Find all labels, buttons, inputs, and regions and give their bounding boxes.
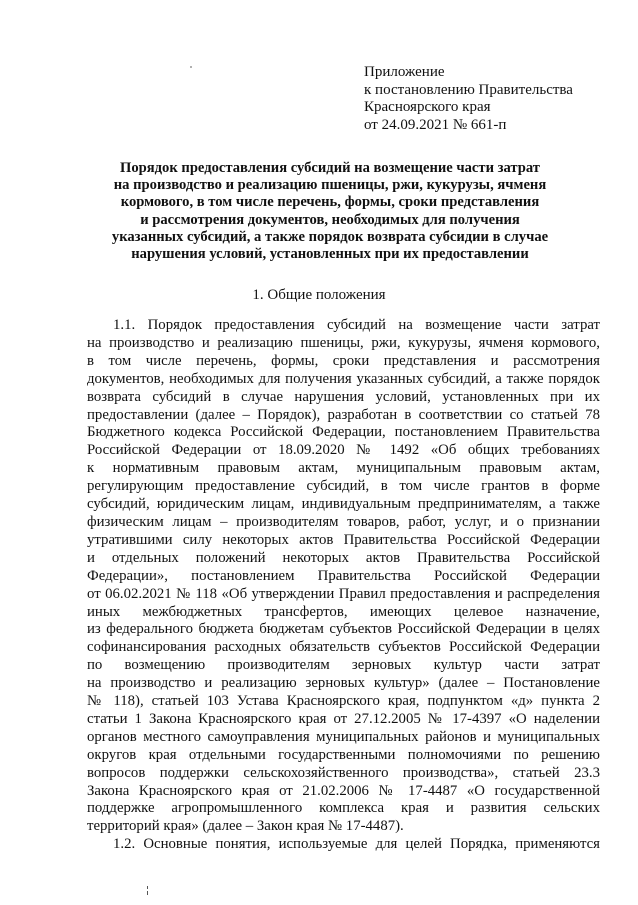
- title-line: на производство и реализацию пшеницы, ржи, кукурузы, ячменя: [113, 177, 547, 194]
- title-line: кормового, в том числе перечень, формы, сроки представления: [120, 194, 540, 211]
- title-line: указанных субсидий, а также порядок возврата субсидии в случае: [111, 228, 549, 245]
- text-line: 1.2. Основные понятия, используемые для целей Порядка, применяются: [113, 836, 600, 853]
- text-line: от 06.02.2021 № 118 «Об утверждении Правил предоставления и распределения: [87, 585, 600, 602]
- text-line: вопросов поддержки сельскохозяйственного производства», статьей 23.3: [87, 764, 600, 781]
- text-line: возврата субсидий в случае нарушения условий, установленных при их: [87, 388, 600, 405]
- appendix-region: Красноярского края: [364, 99, 491, 115]
- text-line: предоставлении (далее – Порядок), разработан в соответствии со статьей 78: [87, 406, 600, 423]
- text-line: в том числе перечень, формы, сроки представления и рассмотрения: [87, 352, 600, 369]
- text-line: поддержке агропромышленного комплекса края и развития сельских: [87, 800, 600, 817]
- paragraph-1-1: [87, 317, 600, 836]
- text-line: физическим лицам – производителям товаров, работ, услуг, и о признании: [87, 513, 600, 530]
- text-line: территорий края» (далее – Закон края № 17-4487).: [87, 818, 404, 835]
- text-line: статьи 1 Закона Красноярского края от 27.12.2005 № 17-4397 «О наделении: [87, 710, 600, 727]
- text-line: к нормативным правовым актам, муниципальным правовым актам,: [87, 460, 600, 477]
- text-line: Федерации», постановлением Правительства Российской Федерации: [87, 567, 600, 584]
- text-line: Закона Красноярского края от 21.02.2006 № 17-4487 «О государственной: [87, 782, 600, 799]
- text-line: иных межбюджетных трансфертов, имеющих целевое назначение,: [87, 603, 600, 620]
- text-line: документов, необходимых для получения указанных субсидий, а также порядок: [87, 370, 600, 387]
- text-line: Бюджетного кодекса Российской Федерации, постановлением Правительства: [87, 424, 600, 441]
- title-line: нарушения условий, установленных при их предоставлении: [131, 246, 529, 263]
- scan-speck: [190, 66, 192, 68]
- text-line: утратившими силу некоторых актов Правительства Российской Федерации: [87, 531, 600, 548]
- text-line: 1.1. Порядок предоставления субсидий на возмещение части затрат: [113, 317, 600, 333]
- text-line: Российской Федерации от 18.09.2020 № 1492 «Об общих требованиях: [87, 442, 600, 459]
- text-line: органов местного самоуправления муниципальных районов и муниципальных: [87, 728, 600, 745]
- section-heading: 1. Общие положения: [252, 287, 386, 303]
- appendix-date-number: от 24.09.2021 № 661-п: [364, 116, 507, 133]
- document-title: [60, 160, 600, 263]
- text-line: на производство и реализацию зерновых культур» (далее – Постановление: [87, 675, 600, 692]
- text-line: софинансирования расходных обязательств субъектов Российской Федерации: [87, 639, 600, 656]
- appendix-resolution: к постановлению Правительства: [364, 81, 573, 98]
- appendix-header: [364, 64, 573, 134]
- appendix-label: Приложение: [364, 64, 445, 80]
- title-line: и рассмотрения документов, необходимых для получения: [140, 211, 520, 228]
- text-line: субсидий, юридическим лицам, индивидуальным предпринимателям, а также: [87, 496, 600, 513]
- document-body: [87, 317, 600, 854]
- title-line: Порядок предоставления субсидий на возмещение части затрат: [120, 160, 540, 176]
- text-line: из федерального бюджета бюджетам субъектов Российской Федерации в целях: [87, 621, 600, 638]
- scan-mark: [146, 886, 149, 896]
- text-line: и отдельных положений некоторых актов Правительства Российской: [87, 549, 600, 566]
- text-line: регулирующим предоставление субсидий, в том числе грантов в форме: [87, 478, 600, 495]
- text-line: № 118), статьей 103 Устава Красноярского края, подпунктом «д» пункта 2: [87, 693, 600, 710]
- text-line: на производство и реализацию пшеницы, ржи, кукурузы, ячменя кормового,: [87, 334, 600, 351]
- text-line: по возмещению производителям зерновых культур части затрат: [87, 657, 600, 674]
- paragraph-1-2: [87, 836, 600, 854]
- text-line: округов края отдельными государственными полномочиями по решению: [87, 746, 600, 763]
